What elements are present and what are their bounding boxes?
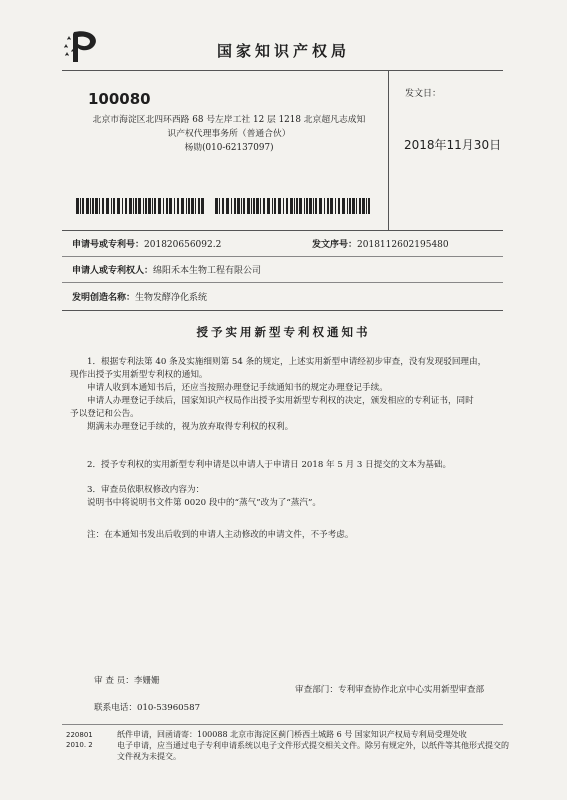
note-text: 注：在本通知书发出后收到的申请人主动修改的申请文件，不予考虑。 <box>87 530 354 540</box>
barcode-bar <box>237 198 240 214</box>
barcode-bar <box>243 198 245 214</box>
send-date: 2018年11月30日 <box>404 138 502 152</box>
barcode-bar <box>106 198 109 214</box>
barcode-bar <box>315 198 317 214</box>
office-name: 国家知识产权局 <box>216 42 350 60</box>
barcode-bar <box>198 198 200 214</box>
barcode-bar <box>309 198 312 214</box>
barcode-bar <box>359 198 361 214</box>
barcode-bar <box>278 198 281 214</box>
barcode-bar <box>177 198 179 214</box>
barcode-bar <box>260 198 261 214</box>
postcode: 100080 <box>88 90 151 108</box>
barcode-bar <box>267 198 270 214</box>
barcode-bar <box>304 198 305 214</box>
paragraph-line: 3．审查员依职权修改内容为： <box>87 485 205 495</box>
barcode-bar <box>319 198 322 214</box>
barcode-bar <box>186 198 187 214</box>
address-line-3: 杨勋(010-62137097) <box>184 143 274 153</box>
address-line-2: 识产权代理事务所（普通合伙） <box>167 129 291 139</box>
application-number: 201820656092.2 <box>144 240 222 250</box>
department-row <box>295 683 484 695</box>
barcode-bar <box>138 198 141 214</box>
barcode-bar <box>368 198 370 214</box>
barcode-bar <box>362 198 365 214</box>
barcode-bar <box>294 198 295 214</box>
send-date-label: 发文日： <box>405 89 442 99</box>
barcode-bar <box>117 198 120 214</box>
barcode-bar <box>80 198 81 214</box>
paragraph-line: 1．根据专利法第 40 条及实施细则第 54 条的规定，上述实用新型申请经初步审查，没有发现驳回理由， <box>87 357 487 367</box>
paragraph-3 <box>70 484 508 510</box>
divider <box>62 724 503 725</box>
barcode-bar <box>92 198 94 214</box>
note <box>70 529 508 542</box>
recipient-address <box>70 113 388 155</box>
barcode-bar <box>163 198 164 214</box>
paragraph-line: 现作出授予实用新型专利权的通知。 <box>70 370 208 380</box>
barcode-bar <box>296 198 298 214</box>
barcode-bar <box>286 198 288 214</box>
divider-top <box>62 70 503 71</box>
invention-title-row <box>72 290 207 303</box>
barcode-bar <box>215 198 218 214</box>
barcode-bar <box>356 198 357 214</box>
divider <box>62 230 503 231</box>
form-code: 220801 <box>66 731 93 739</box>
barcode-bar <box>201 198 204 214</box>
barcode-bar <box>324 198 325 214</box>
barcode-bar <box>263 198 265 214</box>
paragraph-line: 说明书中将说明书文件第 0020 段中的“蒸气”改为了“蒸汽”。 <box>87 498 321 508</box>
barcode-bar <box>143 198 144 214</box>
applicant-name: 绵阳禾本生物工程有限公司 <box>153 266 262 276</box>
barcode-bar <box>90 198 91 214</box>
barcode-bar <box>327 198 329 214</box>
barcode-bar <box>148 198 151 214</box>
barcode-bar <box>352 198 355 214</box>
department-name: 专利审查协作北京中心实用新型审查部 <box>337 685 485 695</box>
barcode-bar <box>174 198 175 214</box>
invention-title-label: 发明创造名称： <box>72 293 136 303</box>
barcode-bar <box>82 198 84 214</box>
invention-title: 生物发酵净化系统 <box>135 293 208 303</box>
barcode-bar <box>347 198 348 214</box>
barcode-bar <box>188 198 190 214</box>
barcode-bar <box>247 198 250 214</box>
paragraph-line: 申请人办理登记手续后，国家知识产权局作出授予实用新型专利权的决定，颁发相应的专利证书，同时 <box>87 396 474 406</box>
barcode-bar <box>158 198 161 214</box>
submission-line: 纸件申请，回函请寄：100088 北京市海淀区蓟门桥西土城路 6 号 国家知识产权局专利局受理处收 <box>117 730 467 739</box>
barcode-bar <box>253 198 255 214</box>
barcode <box>215 198 375 214</box>
applicant-label: 申请人或专利权人： <box>72 266 154 276</box>
barcode-bar <box>145 198 147 214</box>
barcode-bar <box>256 198 259 214</box>
barcode-bar <box>366 198 367 214</box>
applicant-row <box>72 263 261 276</box>
barcode-bar <box>299 198 302 214</box>
barcode-bar <box>113 198 115 214</box>
submission-notice <box>117 729 517 762</box>
barcode-bar <box>125 198 127 214</box>
phone-label: 联系电话： <box>94 703 137 713</box>
barcode-bar <box>76 198 79 214</box>
barcode-bar <box>152 198 153 214</box>
divider <box>62 256 503 257</box>
divider-vertical <box>388 70 389 230</box>
examiner-name: 李姗姗 <box>133 676 160 686</box>
barcode-bar <box>234 198 236 214</box>
phone-row <box>94 701 200 713</box>
barcode-bar <box>222 198 224 214</box>
barcode-bar <box>272 198 273 214</box>
barcode-bar <box>102 198 104 214</box>
department-label: 审查部门： <box>295 685 338 695</box>
barcode-bar <box>313 198 314 214</box>
paragraph-2 <box>70 459 508 472</box>
barcode-bar <box>181 198 184 214</box>
barcode-bar <box>335 198 336 214</box>
barcode-bar <box>274 198 276 214</box>
barcode-bar <box>129 198 132 214</box>
barcode-bar <box>154 198 156 214</box>
divider <box>62 282 503 283</box>
paragraph-line: 申请人收到本通知书后，还应当按照办理登记手续通知书的规定办理登记手续。 <box>87 383 388 393</box>
barcode-bar <box>169 198 172 214</box>
serial-number-label: 发文序号： <box>312 240 358 250</box>
application-number-label: 申请号或专利号： <box>72 240 145 250</box>
barcode-bar <box>191 198 194 214</box>
examiner-row <box>94 674 160 686</box>
barcode-bar <box>95 198 98 214</box>
barcode-bar <box>86 198 89 214</box>
paragraph-line: 予以登记和公告。 <box>70 409 139 419</box>
barcode-bar <box>330 198 333 214</box>
paragraph-1 <box>70 356 508 434</box>
barcode-bar <box>251 198 252 214</box>
barcode-bar <box>99 198 100 214</box>
barcode-bar <box>122 198 123 214</box>
barcode-bar <box>283 198 284 214</box>
application-number-row <box>72 237 221 250</box>
submission-line: 文件视为未提交。 <box>117 752 181 761</box>
barcode <box>76 198 206 214</box>
barcode-bar <box>306 198 308 214</box>
barcode-bar <box>231 198 232 214</box>
barcode-bar <box>195 198 196 214</box>
serial-number: 2018112602195480 <box>357 240 449 250</box>
submission-line: 电子申请，应当通过电子专利申请系统以电子文件形式提交相关文件。除另有规定外，以纸件等其他形式提交的 <box>117 741 509 750</box>
phone-number: 010-53960587 <box>136 703 201 713</box>
barcode-bar <box>111 198 112 214</box>
barcode-bar <box>338 198 340 214</box>
barcode-bar <box>241 198 242 214</box>
barcode-bar <box>226 198 229 214</box>
barcode-bar <box>133 198 134 214</box>
address-line-1: 北京市海淀区北四环西路 68 号左岸工社 12 层 1218 北京超凡志成知 <box>92 115 366 125</box>
form-version: 2010. 2 <box>66 741 93 749</box>
barcode-bar <box>135 198 137 214</box>
notice-title: 授予实用新型专利权通知书 <box>196 325 371 339</box>
examiner-label: 审 查 员： <box>94 676 134 686</box>
paragraph-line: 期满未办理登记手续的，视为放弃取得专利权的权利。 <box>87 422 294 432</box>
barcode-bar <box>342 198 345 214</box>
barcode-bar <box>290 198 293 214</box>
paragraph-line: 2．授予专利权的实用新型专利申请是以申请人于申请日 2018 年 5 月 3 日提交的文本为基础。 <box>87 460 452 470</box>
barcode-bar <box>349 198 351 214</box>
divider <box>62 310 503 311</box>
serial-number-row <box>312 237 449 250</box>
barcode-bar <box>219 198 220 214</box>
barcode-bar <box>166 198 168 214</box>
